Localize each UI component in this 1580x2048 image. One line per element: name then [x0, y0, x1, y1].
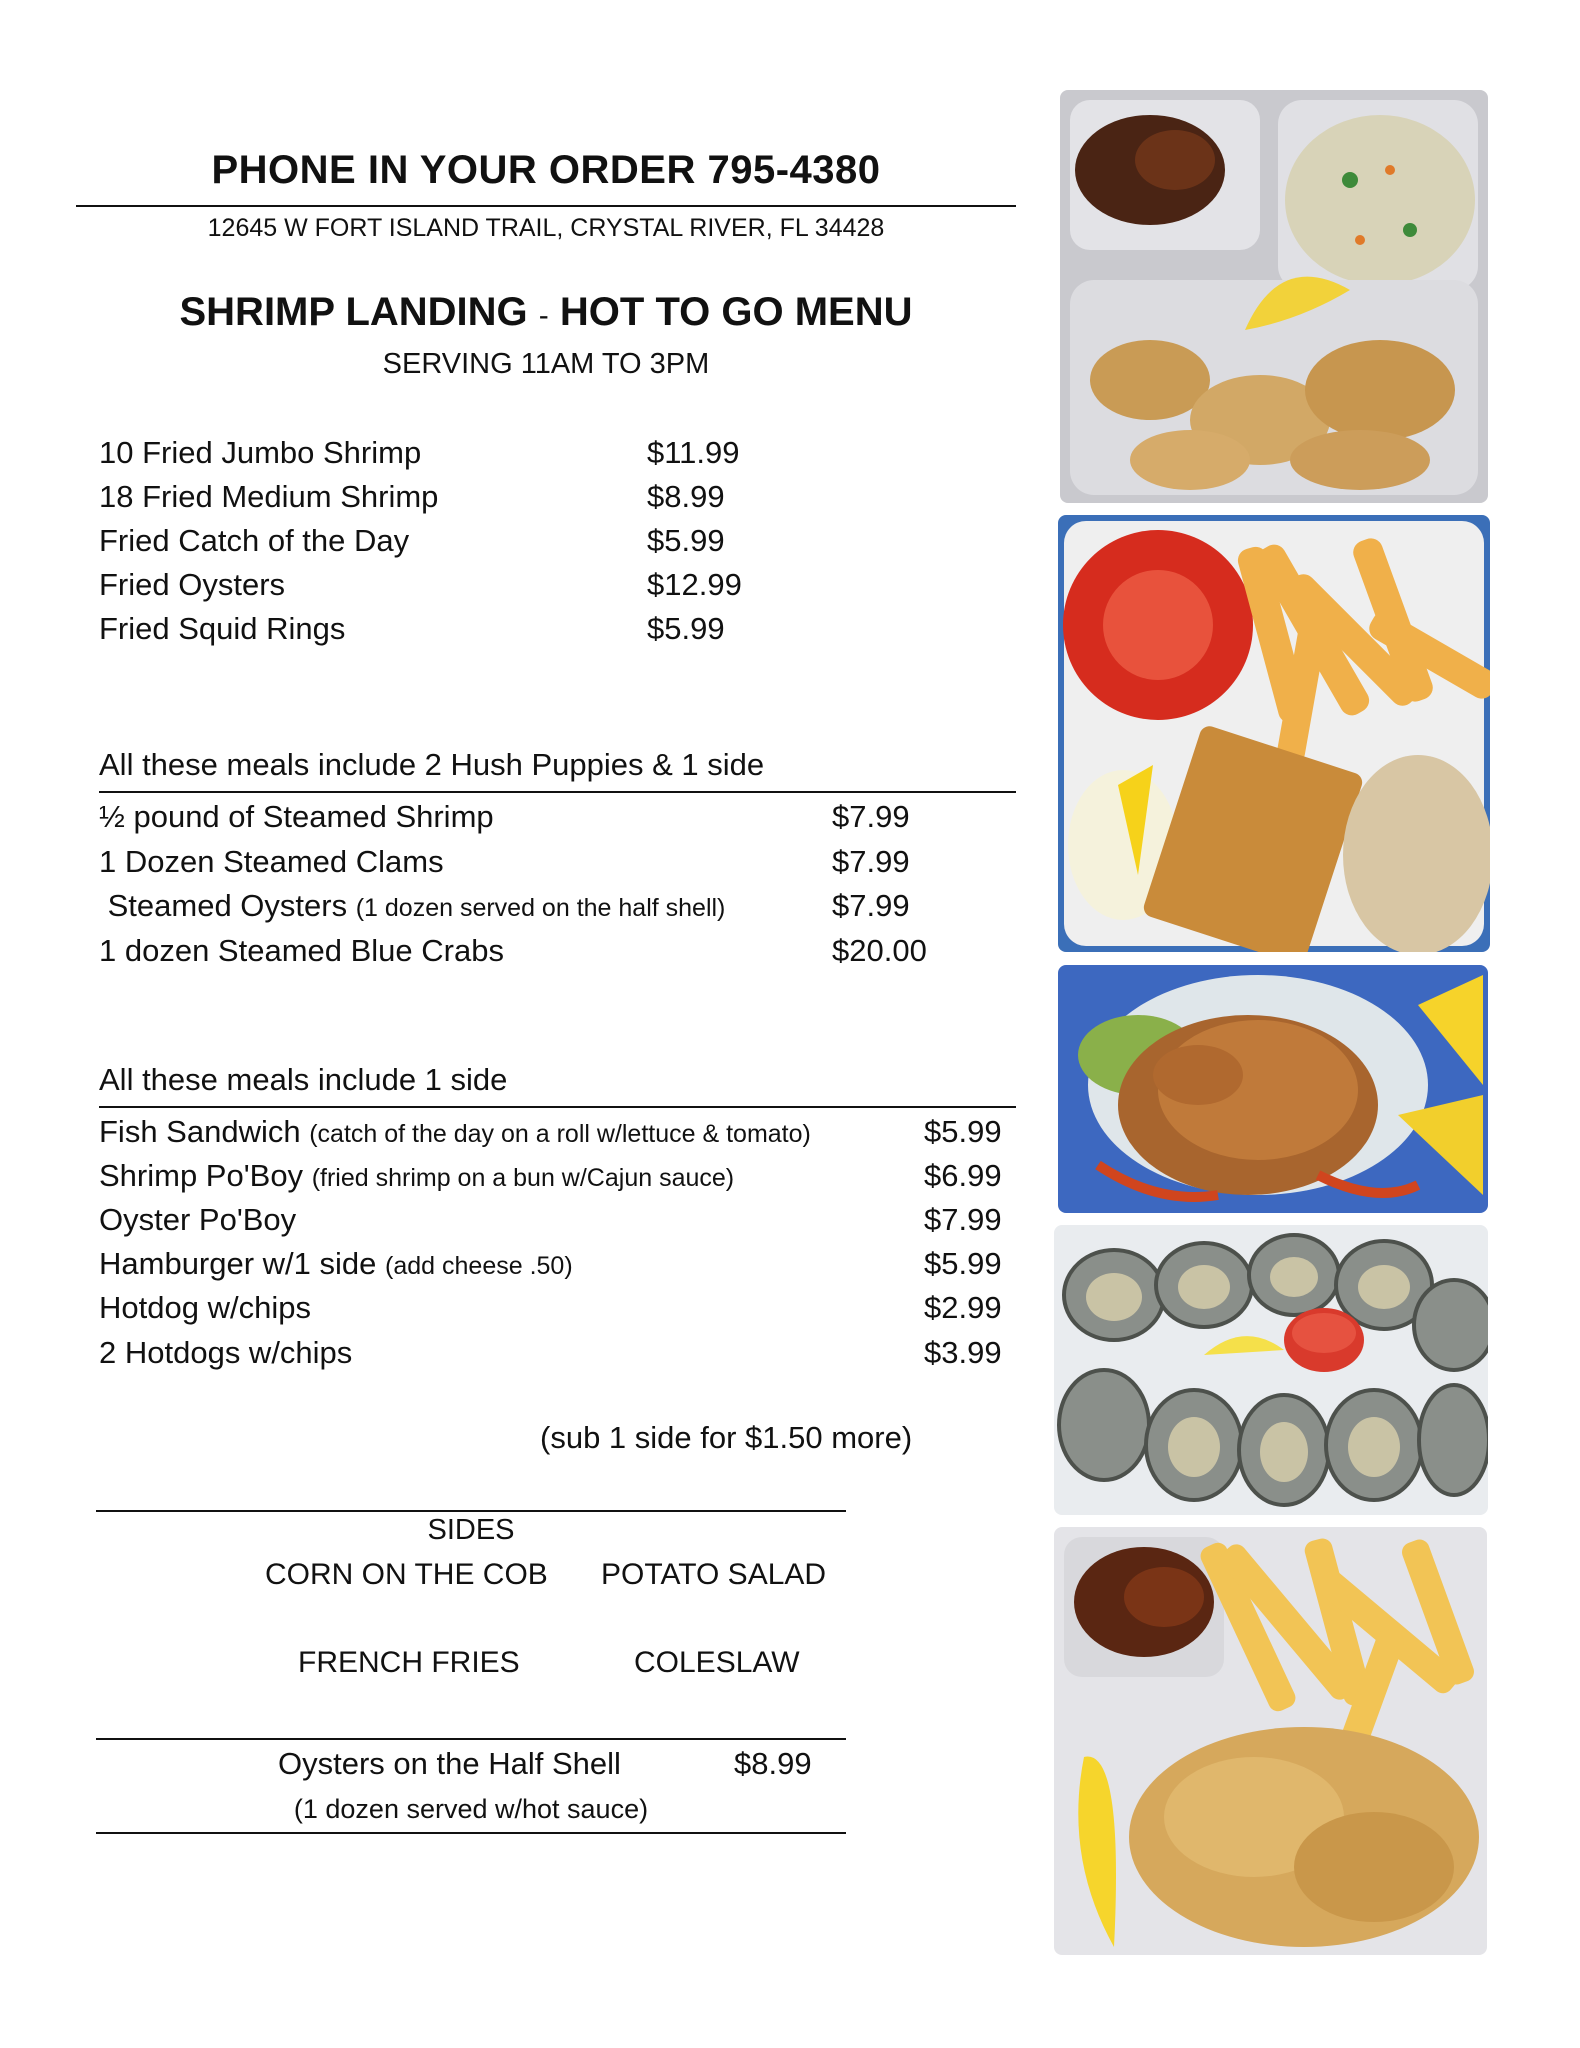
menu-item — [99, 433, 799, 473]
menu-item — [99, 1156, 1019, 1196]
menu-item — [99, 931, 949, 971]
menu-item-price: $7.99 — [832, 844, 910, 879]
side-item: COLESLAW — [634, 1646, 800, 1679]
side-item: FRENCH FRIES — [298, 1646, 520, 1679]
menu-item-name: Fried Oysters — [99, 567, 286, 602]
menu-item — [99, 565, 799, 605]
menu-item-price: $7.99 — [832, 888, 910, 923]
side-item: CORN ON THE COB — [265, 1558, 548, 1591]
menu-item-price: $5.99 — [924, 1246, 1002, 1281]
menu-item — [99, 842, 949, 882]
sides-top-divider — [96, 1510, 846, 1512]
menu-item-note: (add cheese .50) — [385, 1252, 573, 1280]
menu-item — [99, 477, 799, 517]
address-line: 12645 W FORT ISLAND TRAIL, CRYSTAL RIVER, FL 34428 — [207, 214, 885, 242]
menu-item-name: 18 Fried Medium Shrimp — [99, 479, 439, 514]
header-divider — [76, 205, 1016, 207]
menu-item-price: $5.99 — [924, 1114, 1002, 1149]
soft-shell-crab-photo — [1058, 965, 1488, 1213]
menu-item-note: (catch of the day on a roll w/lettuce & tomato) — [309, 1120, 811, 1148]
menu-item-note: (1 dozen served on the half shell) — [355, 894, 726, 922]
menu-item-note: (fried shrimp on a bun w/Cajun sauce) — [311, 1164, 735, 1192]
menu-item-price: $3.99 — [924, 1335, 1002, 1370]
sandwich-divider — [99, 1106, 1016, 1108]
sides-title: SIDES — [427, 1514, 515, 1546]
menu-item-price: $7.99 — [924, 1202, 1002, 1237]
menu-item-price: $20.00 — [832, 933, 927, 968]
menu-item-name: Hotdog w/chips — [99, 1290, 311, 1325]
menu-title — [76, 290, 1016, 335]
sub-side-note: (sub 1 side for $1.50 more) — [540, 1420, 913, 1455]
menu-item-price: $8.99 — [647, 479, 725, 514]
menu-item — [99, 609, 799, 649]
menu-item-price: $2.99 — [924, 1290, 1002, 1325]
menu-item — [99, 797, 949, 837]
menu-item-name: Shrimp Po'Boy — [99, 1158, 304, 1193]
menu-item — [99, 1244, 1019, 1284]
menu-item-name: Fried Catch of the Day — [99, 523, 410, 558]
fried-shrimp-platter-photo — [1060, 90, 1488, 503]
menu-item-name: 2 Hotdogs w/chips — [99, 1335, 353, 1370]
menu-title-menu: HOT TO GO MENU — [559, 290, 913, 334]
menu-item-name: 1 Dozen Steamed Clams — [99, 844, 444, 879]
menu-item-price: $11.99 — [647, 435, 740, 470]
menu-item-name: Fish Sandwich — [99, 1114, 301, 1149]
menu-item-price: $7.99 — [832, 799, 910, 834]
menu-item-price: $6.99 — [924, 1158, 1002, 1193]
sandwich-section-heading: All these meals include 1 side — [99, 1062, 508, 1097]
menu-item — [99, 1288, 1019, 1328]
half-shell-top-divider — [96, 1738, 846, 1740]
menu-item — [99, 521, 799, 561]
fried-clam-strips-platter-photo — [1054, 1527, 1487, 1955]
menu-item — [99, 1333, 1019, 1373]
menu-item-price: $5.99 — [647, 611, 725, 646]
menu-item-name: Fried Squid Rings — [99, 611, 346, 646]
menu-item-price: $5.99 — [647, 523, 725, 558]
menu-item-name: Hamburger w/1 side — [99, 1246, 377, 1281]
menu-item — [99, 1112, 1019, 1152]
half-shell-bottom-divider — [96, 1832, 846, 1834]
half-shell-note: (1 dozen served w/hot sauce) — [293, 1794, 649, 1824]
steamed-divider — [99, 791, 1016, 793]
fried-fish-sandwich-photo — [1058, 515, 1490, 952]
serving-hours: SERVING 11AM TO 3PM — [382, 348, 710, 380]
menu-item-name: Oyster Po'Boy — [99, 1202, 297, 1237]
side-item: POTATO SALAD — [601, 1558, 827, 1591]
phone-order-heading: PHONE IN YOUR ORDER 795-4380 — [211, 148, 881, 192]
oysters-half-shell-photo — [1054, 1225, 1488, 1515]
menu-item-name: 1 dozen Steamed Blue Crabs — [99, 933, 504, 968]
menu-item — [99, 1200, 1019, 1240]
menu-item-price: $12.99 — [647, 567, 742, 602]
half-shell-price: $8.99 — [734, 1746, 812, 1781]
steamed-section-heading: All these meals include 2 Hush Puppies & 1 side — [99, 747, 765, 782]
menu-item-name: ½ pound of Steamed Shrimp — [99, 799, 494, 834]
menu-item — [99, 886, 949, 926]
menu-title-name: SHRIMP LANDING — [179, 290, 528, 334]
menu-item-name: Steamed Oysters — [99, 888, 348, 923]
menu-title-dash: - — [538, 299, 549, 332]
half-shell-name: Oysters on the Half Shell — [278, 1746, 621, 1781]
menu-item-name: 10 Fried Jumbo Shrimp — [99, 435, 422, 470]
